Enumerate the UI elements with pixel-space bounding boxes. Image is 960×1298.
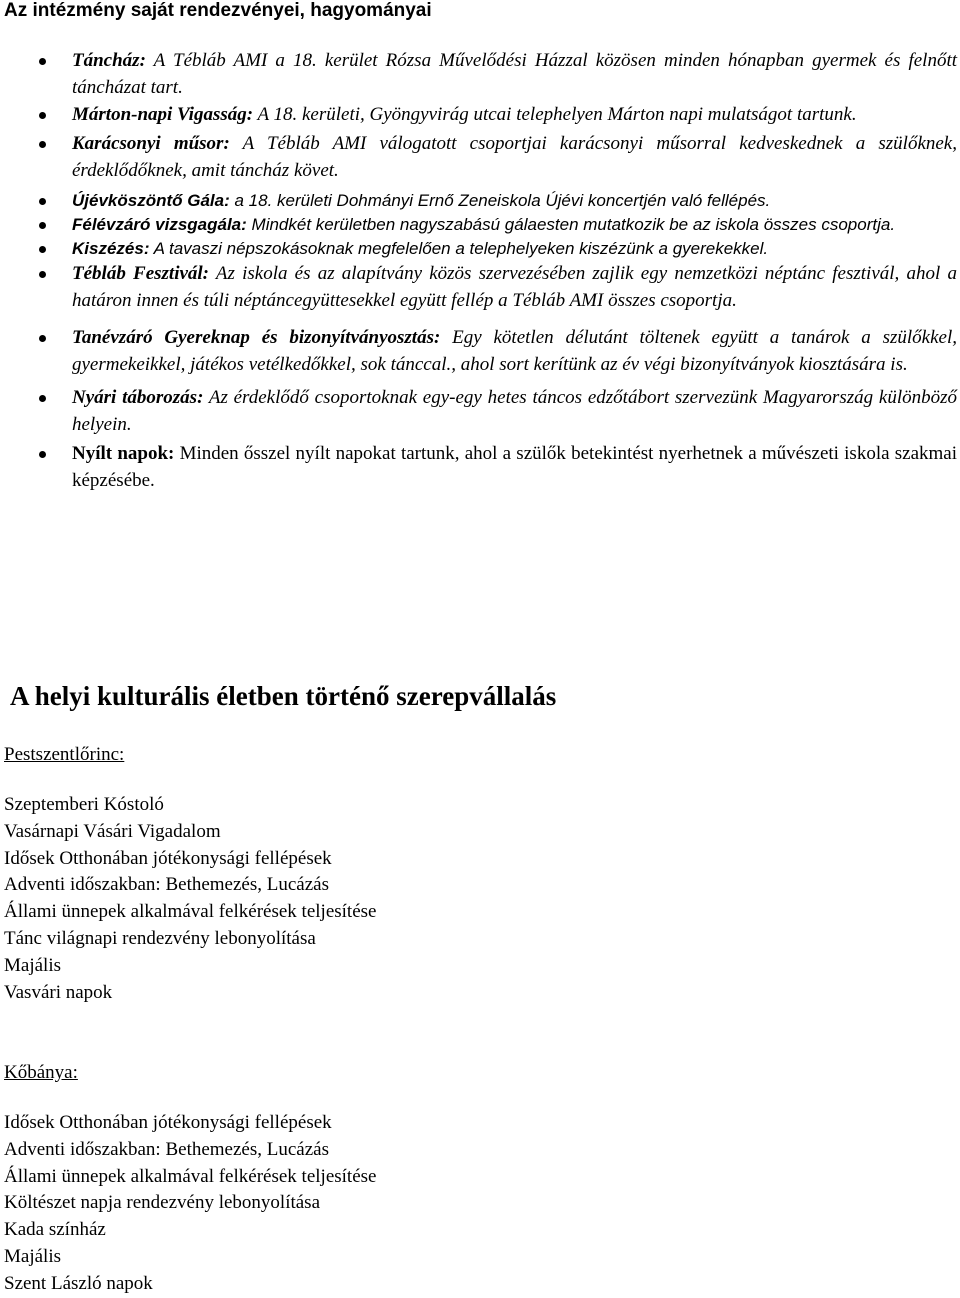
list-item: Nyílt napok: Minden ősszel nyílt napokat tartunk, ahol a szülők betekintést nyerhetnek a művészeti iskola szakmai képzésébe. — [0, 440, 960, 494]
list-item: Tébláb Fesztivál: Az iskola és az alapítvány közös szervezésében zajlik egy nemzetközi néptánc fesztivál, ahol a határon innen és túli néptáncegyüttesekkel együtt fellép a Tébláb AMI összes csoportja. — [0, 260, 960, 314]
list-item: Nyári táborozás: Az érdeklődő csoportoknak egy-egy hetes táncos edzőtábort szervezünk Magyarország különböző helyein. — [0, 384, 960, 438]
list-item: Tánc világnapi rendezvény lebonyolítása — [4, 927, 316, 949]
events-list — [0, 47, 960, 494]
list-item: Szent László napok — [4, 1272, 153, 1294]
pestszentlorinc-list — [4, 792, 376, 1006]
list-item: Majális — [4, 954, 61, 976]
list-item: Vasárnapi Vásári Vigadalom — [4, 820, 221, 842]
list-item: Idősek Otthonában jótékonysági fellépések — [4, 1112, 332, 1133]
list-item: Adventi időszakban: Bethemezés, Lucázás — [4, 874, 329, 896]
list-item: Karácsonyi műsor: A Tébláb AMI válogatott csoportjai karácsonyi műsorral kedveskednek a szülőknek, érdeklődőknek, amit táncház követ. — [0, 130, 960, 184]
events-heading: Az intézmény saját rendezvényei, hagyományai — [4, 0, 432, 21]
list-item: Majális — [4, 1245, 61, 1267]
list-item: Kiszézés: A tavaszi népszokásoknak megfelelően a telephelyeken kiszézünk a gyerekekkel. — [0, 238, 960, 260]
section-title-kobanya: Kőbánya: — [4, 1062, 78, 1083]
list-item: Állami ünnepek alkalmával felkérések teljesítése — [4, 901, 377, 923]
list-item: Adventi időszakban: Bethemezés, Lucázás — [4, 1138, 329, 1160]
kobanya-list — [4, 1110, 376, 1298]
list-item: Költészet napja rendezvény lebonyolítása — [4, 1192, 321, 1214]
list-item: Félévzáró vizsgagála: Mindkét kerületben nagyszabású gálaesten mutatkozik be az iskola összes csoportja. — [0, 214, 960, 236]
list-item: Márton-napi Vigasság: A 18. kerületi, Gyöngyvirág utcai telephelyen Márton napi mulatságot tartunk. — [0, 101, 960, 128]
list-item: Állami ünnepek alkalmával felkérések teljesítése — [4, 1165, 377, 1187]
list-item: Újévköszöntő Gála: a 18. kerületi Dohmányi Ernő Zeneiskola Újévi koncertjén való fellépés. — [0, 190, 960, 212]
list-item: Vasvári napok — [4, 981, 113, 1003]
list-item: Kada színház — [4, 1219, 106, 1241]
list-item: Idősek Otthonában jótékonysági fellépések — [4, 847, 332, 869]
section-title-pestszentlorinc: Pestszentlőrinc: — [4, 744, 125, 765]
culture-heading: A helyi kulturális életben történő szerepvállalás — [10, 681, 557, 711]
list-item: Tanévzáró Gyereknap és bizonyítványosztás: Egy kötetlen délutánt töltenek együtt a tanárok a szülőkkel, gyermekeikkel, játékos vetélkedőkkel, sok tánccal., ahol sort kerítünk az év végi bizonyítványok kiosztására is. — [0, 324, 960, 378]
list-item: Táncház: A Tébláb AMI a 18. kerület Rózsa Művelődési Házzal közösen minden hónapban gyermek és felnőtt táncházat tart. — [0, 47, 960, 101]
list-item: Szeptemberi Kóstoló — [4, 794, 164, 815]
